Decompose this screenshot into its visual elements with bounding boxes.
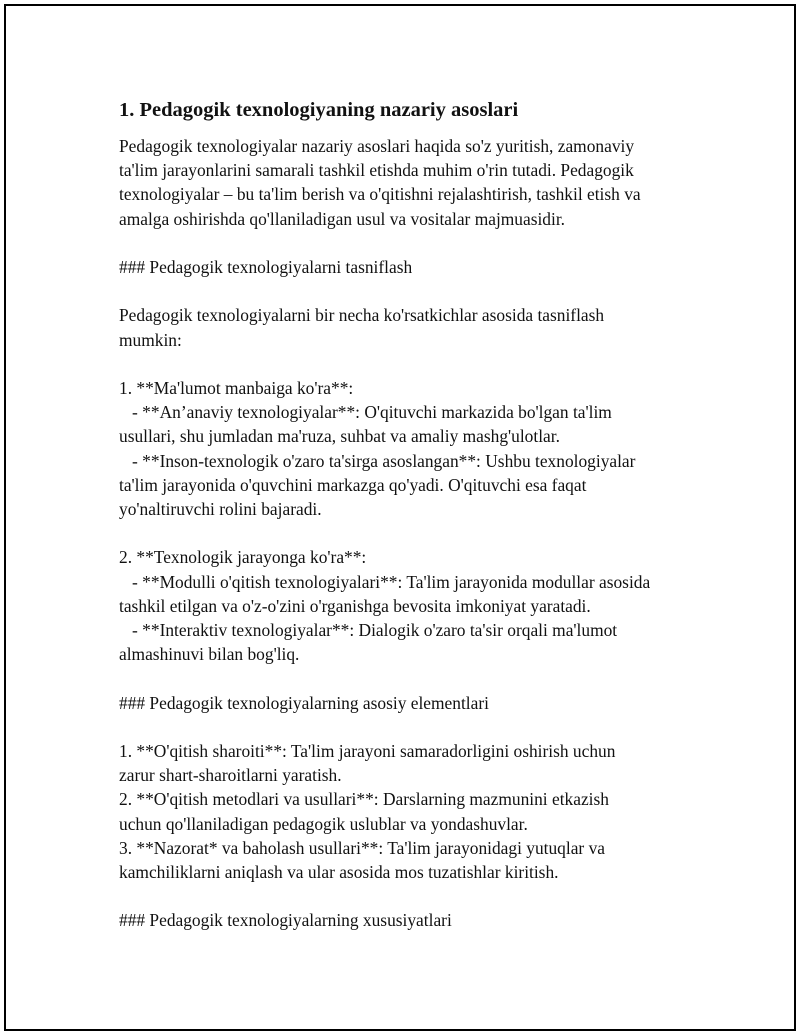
text-line: ta'lim jarayonida o'quvchini markazga qo'yadi. O'qituvchi esa faqat bbox=[119, 474, 587, 495]
list-item-source bbox=[119, 376, 699, 521]
blank-line bbox=[119, 884, 699, 908]
text-line: texnologiyalar – bu ta'lim berish va o'qitishni rejalashtirish, tashkil etish va bbox=[119, 184, 641, 205]
section-heading-features bbox=[119, 908, 699, 932]
elements-list bbox=[119, 739, 699, 884]
blank-line bbox=[119, 352, 699, 376]
text-line: ### Pedagogik texnologiyalarning xususiyatlari bbox=[119, 910, 452, 931]
text-line: - **An’anaviy texnologiyalar**: O'qituvchi markazida bo'lgan ta'lim bbox=[119, 402, 612, 423]
text-line: ### Pedagogik texnologiyalarni tasniflash bbox=[119, 257, 413, 277]
list-item-process bbox=[119, 545, 699, 666]
text-line: - **Modulli o'qitish texnologiyalari**: Ta'lim jarayonida modullar asosida bbox=[119, 571, 651, 592]
blank-line bbox=[119, 666, 699, 690]
intro-paragraph bbox=[119, 134, 699, 231]
classification-intro bbox=[119, 303, 699, 351]
text-line: tashkil etilgan va o'z-o'zini o'rganishga bevosita imkoniyat yaratadi. bbox=[119, 595, 591, 616]
text-line: - **Inson-texnologik o'zaro ta'sirga asoslangan**: Ushbu texnologiyalar bbox=[119, 450, 636, 471]
text-line: mumkin: bbox=[119, 329, 182, 350]
text-line: Pedagogik texnologiyalarni bir necha ko'rsatkichlar asosida tasniflash bbox=[119, 305, 605, 326]
text-line: 1. **Ma'lumot manbaiga ko'ra**: bbox=[119, 377, 354, 398]
text-line: zarur shart-sharoitlarni yaratish. bbox=[119, 765, 342, 786]
section-heading-elements bbox=[119, 691, 699, 715]
text-line: uchun qo'llaniladigan pedagogik uslublar va yondashuvlar. bbox=[119, 813, 528, 834]
text-line: kamchiliklarni aniqlash va ular asosida mos tuzatishlar kiritish. bbox=[119, 862, 559, 882]
document-title: 1. Pedagogik texnologiyaning nazariy asoslari bbox=[119, 99, 519, 121]
text-line: ta'lim jarayonlarini samarali tashkil etishda muhim o'rin tutadi. Pedagogik bbox=[119, 160, 634, 181]
text-line: yo'naltiruvchi rolini bajaradi. bbox=[119, 499, 322, 519]
text-line: 1. **O'qitish sharoiti**: Ta'lim jarayoni samaradorligini oshirish uchun bbox=[119, 740, 616, 761]
text-line: - **Interaktiv texnologiyalar**: Dialogik o'zaro ta'sir orqali ma'lumot bbox=[119, 620, 618, 640]
text-line: amalga oshirishda qo'llaniladigan usul va vositalar majmuasidir. bbox=[119, 208, 566, 229]
blank-line bbox=[119, 521, 699, 545]
text-line: 2. **Texnologik jarayonga ko'ra**: bbox=[119, 547, 367, 568]
text-line: ### Pedagogik texnologiyalarning asosiy elementlari bbox=[119, 692, 489, 713]
document-body bbox=[119, 96, 699, 933]
blank-line bbox=[119, 279, 699, 303]
text-line: Pedagogik texnologiyalar nazariy asoslari haqida so'z yuritish, zamonaviy bbox=[119, 136, 635, 156]
section-heading-classification bbox=[119, 255, 699, 279]
text-line: 2. **O'qitish metodlari va usullari**: Darslarning mazmunini etkazish bbox=[119, 789, 609, 810]
page-frame bbox=[4, 4, 796, 1031]
blank-line bbox=[119, 715, 699, 739]
blank-line bbox=[119, 231, 699, 255]
text-line: almashinuvi bilan bog'liq. bbox=[119, 644, 300, 665]
text-line: usullari, shu jumladan ma'ruza, suhbat va amaliy mashg'ulotlar. bbox=[119, 426, 560, 447]
text-line: 3. **Nazorat* va baholash usullari**: Ta'lim jarayonidagi yutuqlar va bbox=[119, 837, 605, 858]
